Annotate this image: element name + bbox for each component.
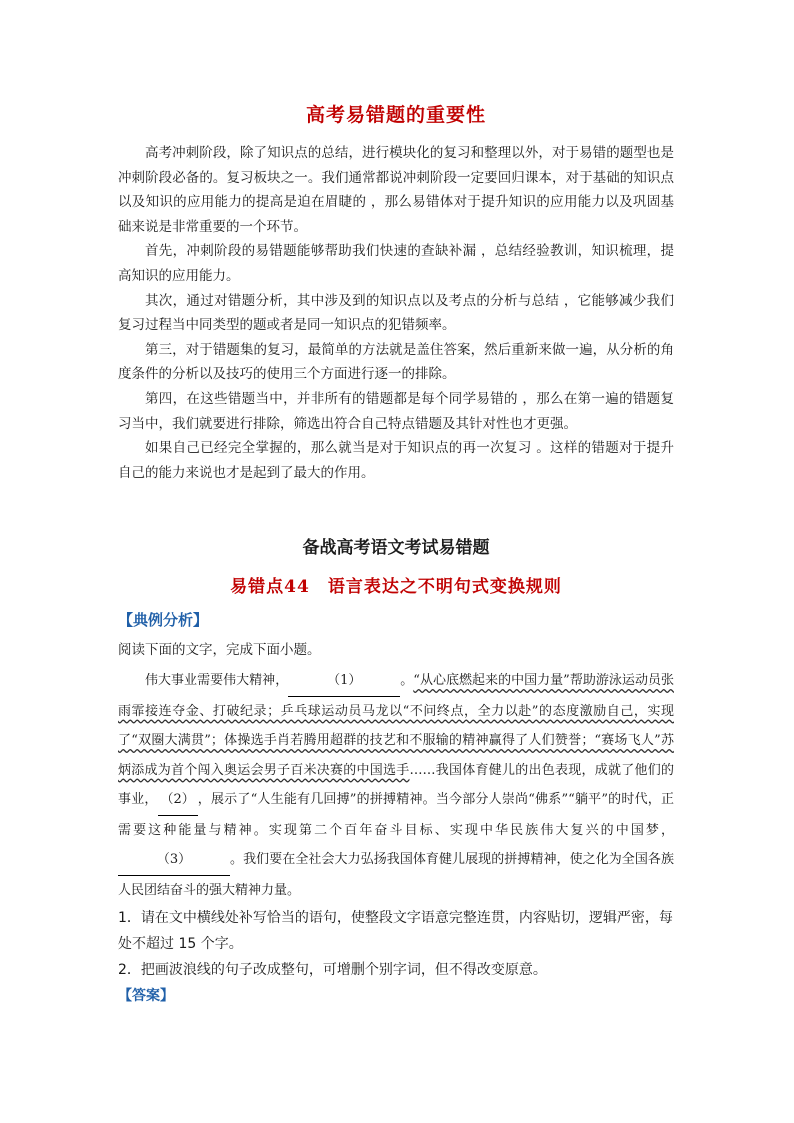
intro-paragraph: 第三，对于错题集的复习，最简单的方法就是盖住答案，然后重新来做一遍，从分析的角度条件的分析以及技巧的使用三个方面进行逐一的排除。 [118, 341, 674, 383]
passage-text: 。 [400, 673, 414, 689]
question-2: 2．把画波浪线的句子改成整句，可增删个别字词，但不得改变原意。 [118, 962, 547, 979]
document-content [118, 100, 674, 1005]
intro-body [118, 141, 674, 485]
passage-text: 。我们要在全社会大力弘扬我国体育健儿展现的拼搏精神，使之化为全国各族人民团结奋斗的强大精神力量。 [118, 852, 674, 898]
section-heading: 备战高考语文考试易错题 [302, 538, 490, 559]
blank-2: （2） [158, 785, 198, 816]
blank-1: （1） [288, 666, 400, 697]
question-1: 1．请在文中横线处补写恰当的语句，使整段文字语意完整连贯，内容贴切，逻辑严密，每处不超过 15 个字。 [118, 910, 673, 953]
intro-paragraph: 第四，在这些错题当中，并非所有的错题都是每个同学易错的 ，那么在第一遍的错题复习当中，我们就要进行排除，筛选出符合自己特点错题及其针对性也才更强。 [118, 390, 674, 432]
intro-paragraph: 其次，通过对错题分析，其中涉及到的知识点以及考点的分析与总结 ，它能够减少我们复习过程当中同类型的题或者是同一知识点的犯错频率。 [118, 292, 674, 334]
intro-paragraph: 高考冲刺阶段，除了知识点的总结，进行模块化的复习和整理以外，对于易错的题型也是冲刺阶段必备的。复习板块之一。我们通常都说冲刺阶段一定要回归课本，对于基础的知识点以及知识的应用能力的提高是迫在眉睫的 ，那么易错体对于提升知识的应用能力以及巩固基础来说是非常重要的一个环节。 [118, 145, 674, 235]
intro-title: 高考易错题的重要性 [305, 104, 486, 126]
blank-3: （3） [118, 845, 230, 876]
passage-text: ……我国体育健儿的出色表现，成就了他们的事业， [118, 762, 674, 808]
intro-paragraph: 如果自己已经完全掌握的，那么就当是对于知识点的再一次复习 。这样的错题对于提升自己的能力来说也才是起到了最大的作用。 [118, 440, 674, 481]
reading-passage [118, 666, 674, 905]
instruction-text: 阅读下面的文字，完成下面小题。 [118, 642, 321, 659]
wavy-underlined-text: “从心底燃起来的中国力量”帮助游泳运动员张雨霏接连夺金、打破纪录；乒乓球运动员马龙以“不问终点，全力以赴”的态度激励自己，实现了“双圈大满贯”；体操选手肖若腾用超群的技艺和不服输的精神赢得了人们赞誉；“赛场飞人”苏炳添成为首个闯入奥运会男子百米决赛的中国选手 [118, 673, 674, 778]
intro-paragraph: 首先，冲刺阶段的易错题能够帮助我们快速的查缺补漏 ，总结经验教训，知识梳理，提高知识的应用能力。 [118, 243, 674, 284]
section-subheading: 易错点44 语言表达之不明句式变换规则 [230, 577, 562, 598]
answer-label: 【答案】 [118, 988, 174, 1005]
passage-text: 伟大事业需要伟大精神， [145, 673, 289, 689]
passage-text: ，展示了“人生能有几回搏”的拼搏精神。当今部分人崇尚“佛系”“躺平”的时代，正需要这种能量与精神。实现第二个百年奋斗目标、实现中华民族伟大复兴的中国梦， [118, 792, 674, 838]
example-label: 【典例分析】 [118, 611, 209, 630]
